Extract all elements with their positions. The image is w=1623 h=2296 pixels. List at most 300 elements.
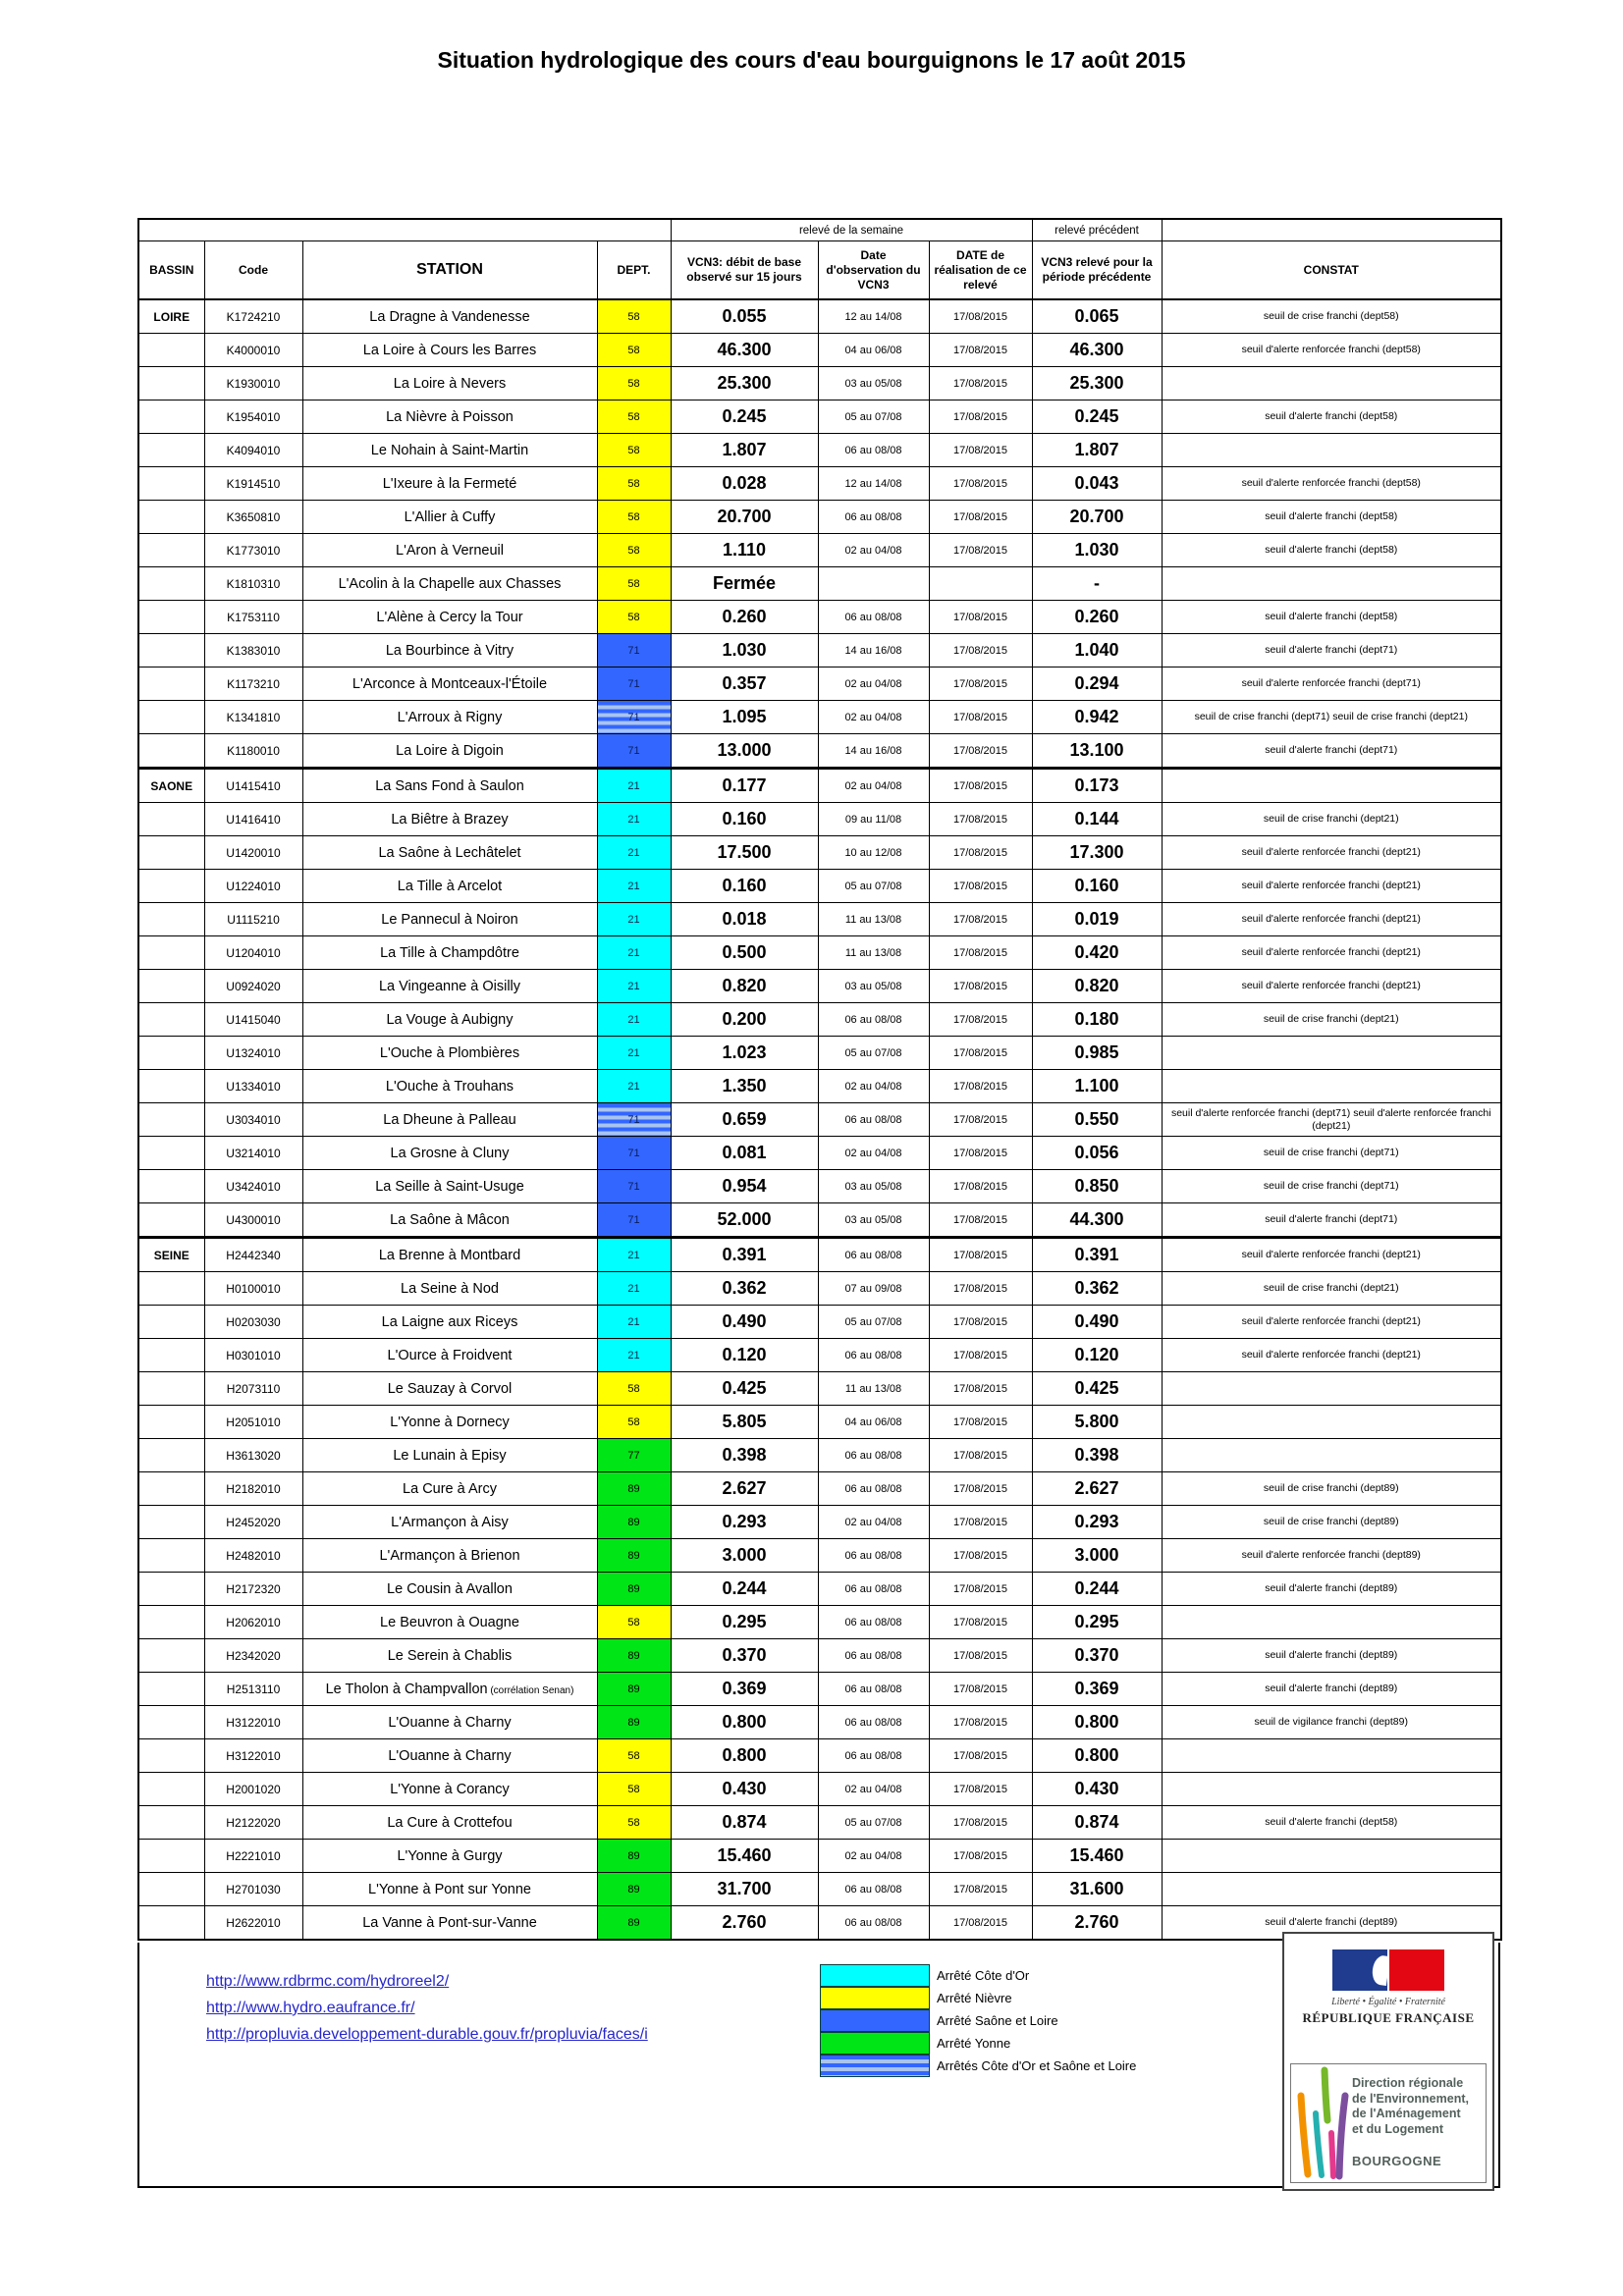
cell-code: H0100010 [204,1272,302,1306]
table-row [138,1539,1501,1573]
footer-link[interactable]: http://www.hydro.eaufrance.fr/ [206,2000,415,2016]
cell-vcn3-previous: 0.430 [1032,1773,1162,1806]
cell-vcn3: 1.350 [671,1070,818,1103]
cell-date-releve: 17/08/2015 [929,903,1032,936]
footer-link[interactable]: http://www.rdbrmc.com/hydroreel2/ [206,1973,450,1990]
cell-date-releve: 17/08/2015 [929,1339,1032,1372]
cell-date-releve: 17/08/2015 [929,367,1032,400]
cell-date-observation: 06 au 08/08 [818,1003,929,1037]
cell-bassin [138,1673,204,1706]
cell-constat: seuil d'alerte franchi (dept89) [1162,1906,1501,1941]
cell-vcn3-previous: 0.369 [1032,1673,1162,1706]
cell-vcn3: 0.028 [671,467,818,501]
cell-constat: seuil d'alerte franchi (dept89) [1162,1573,1501,1606]
cell-station: La Bourbince à Vitry [302,634,597,667]
cell-bassin: SEINE [138,1238,204,1272]
table-row [138,1306,1501,1339]
cell-code: H2442340 [204,1238,302,1272]
cell-dept: 89 [597,1706,671,1739]
cell-bassin [138,1873,204,1906]
footer-link[interactable]: http://propluvia.developpement-durable.gouv.fr/propluvia/faces/i [206,2026,648,2043]
cell-station: La Vingeanne à Oisilly [302,970,597,1003]
cell-vcn3-previous: 0.056 [1032,1137,1162,1170]
cell-dept: 58 [597,567,671,601]
cell-vcn3: 1.030 [671,634,818,667]
cell-bassin [138,1739,204,1773]
table-row [138,501,1501,534]
legend-swatch-stripes [820,2055,930,2077]
cell-date-observation: 06 au 08/08 [818,1906,929,1941]
cell-date-observation: 06 au 08/08 [818,1439,929,1472]
cell-vcn3-previous: 3.000 [1032,1539,1162,1573]
cell-date-observation: 05 au 07/08 [818,1806,929,1840]
cell-date-observation: 05 au 07/08 [818,400,929,434]
cell-station: La Saône à Mâcon [302,1203,597,1238]
cell-date-releve: 17/08/2015 [929,1739,1032,1773]
cell-vcn3: 0.954 [671,1170,818,1203]
cell-constat: seuil d'alerte renforcée franchi (dept21) [1162,870,1501,903]
cell-bassin [138,1306,204,1339]
cell-dept: 21 [597,936,671,970]
cell-vcn3-previous: 0.043 [1032,467,1162,501]
cell-constat: seuil de crise franchi (dept21) [1162,803,1501,836]
cell-dept: 21 [597,1003,671,1037]
cell-bassin [138,836,204,870]
cell-bassin: SAONE [138,769,204,803]
cell-vcn3-previous: 13.100 [1032,734,1162,769]
cell-code: K1810310 [204,567,302,601]
col-header-vcn3-previous: VCN3 relevé pour la période précédente [1032,241,1162,300]
cell-date-observation: 06 au 08/08 [818,1673,929,1706]
cell-code: H0301010 [204,1339,302,1372]
cell-bassin [138,1639,204,1673]
group-header-previous: relevé précédent [1032,219,1162,241]
legend-swatch-yellow [820,1987,930,2009]
cell-constat: seuil d'alerte renforcée franchi (dept71) seuil d'alerte renforcée franchi (dept21) [1162,1103,1501,1137]
table-row [138,1439,1501,1472]
table-row [138,1739,1501,1773]
cell-code: H2172320 [204,1573,302,1606]
cell-code: U4300010 [204,1203,302,1238]
cell-constat: seuil d'alerte renforcée franchi (dept21) [1162,970,1501,1003]
cell-code: K3650810 [204,501,302,534]
legend-label: Arrêté Yonne [937,2036,1011,2051]
cell-date-releve: 17/08/2015 [929,1539,1032,1573]
cell-dept: 21 [597,1306,671,1339]
cell-vcn3-previous: 0.019 [1032,903,1162,936]
cell-constat: seuil de vigilance franchi (dept89) [1162,1706,1501,1739]
cell-dept: 89 [597,1573,671,1606]
cell-dept: 58 [597,467,671,501]
cell-vcn3-previous: 0.245 [1032,400,1162,434]
cell-date-observation: 07 au 09/08 [818,1272,929,1306]
cell-vcn3-previous: - [1032,567,1162,601]
cell-vcn3: 0.369 [671,1673,818,1706]
table-row [138,601,1501,634]
col-header-constat: CONSTAT [1162,241,1501,300]
cell-code: K1173210 [204,667,302,701]
cell-code: U3424010 [204,1170,302,1203]
legend-label: Arrêté Côte d'Or [937,1968,1030,1983]
cell-station: La Vouge à Aubigny [302,1003,597,1037]
legend-swatch-cyan [820,1964,930,1987]
cell-date-releve: 17/08/2015 [929,1238,1032,1272]
cell-constat [1162,1773,1501,1806]
cell-dept: 89 [597,1639,671,1673]
cell-bassin [138,803,204,836]
cell-vcn3: 25.300 [671,367,818,400]
cell-vcn3: 13.000 [671,734,818,769]
cell-date-releve: 17/08/2015 [929,667,1032,701]
cell-vcn3: 0.357 [671,667,818,701]
table-row [138,1203,1501,1238]
cell-code: K1753110 [204,601,302,634]
cell-station: Le Pannecul à Noiron [302,903,597,936]
cell-date-observation: 03 au 05/08 [818,367,929,400]
cell-vcn3: 0.425 [671,1372,818,1406]
cell-station: L'Ouanne à Charny [302,1706,597,1739]
cell-bassin [138,1406,204,1439]
cell-station: L'Alène à Cercy la Tour [302,601,597,634]
dreal-text [1352,2064,1469,2182]
cell-station: La Nièvre à Poisson [302,400,597,434]
cell-date-releve: 17/08/2015 [929,634,1032,667]
republique-francaise-logo [1284,1934,1492,2057]
cell-date-releve: 17/08/2015 [929,1003,1032,1037]
cell-dept: 21 [597,769,671,803]
cell-dept: 21 [597,1339,671,1372]
cell-dept: 58 [597,299,671,334]
table-row [138,367,1501,400]
cell-constat: seuil de crise franchi (dept21) [1162,1272,1501,1306]
cell-code: H2701030 [204,1873,302,1906]
cell-station: La Grosne à Cluny [302,1137,597,1170]
cell-date-observation: 11 au 13/08 [818,936,929,970]
cell-station: L'Armançon à Brienon [302,1539,597,1573]
cell-bassin [138,534,204,567]
cell-vcn3: 0.500 [671,936,818,970]
cell-vcn3: 31.700 [671,1873,818,1906]
cell-station: L'Acolin à la Chapelle aux Chasses [302,567,597,601]
cell-vcn3-previous: 1.040 [1032,634,1162,667]
table-row [138,1137,1501,1170]
cell-dept: 71 [597,667,671,701]
cell-station: La Loire à Cours les Barres [302,334,597,367]
table-row [138,1472,1501,1506]
cell-vcn3-previous: 1.807 [1032,434,1162,467]
rf-motto: Liberté • Égalité • Fraternité [1331,1997,1445,2007]
cell-constat [1162,1406,1501,1439]
cell-date-releve: 17/08/2015 [929,1606,1032,1639]
cell-date-observation: 02 au 04/08 [818,1137,929,1170]
cell-vcn3: 0.391 [671,1238,818,1272]
cell-code: K1930010 [204,367,302,400]
cell-bassin [138,400,204,434]
cell-station: L'Ource à Froidvent [302,1339,597,1372]
table-row [138,1706,1501,1739]
cell-vcn3-previous: 1.030 [1032,534,1162,567]
cell-vcn3-previous: 0.065 [1032,299,1162,334]
table-row [138,1673,1501,1706]
cell-dept: 58 [597,601,671,634]
cell-bassin [138,1773,204,1806]
legend-label: Arrêté Saône et Loire [937,2013,1058,2028]
cell-date-observation: 12 au 14/08 [818,467,929,501]
table-body [138,299,1501,1940]
cell-vcn3: 17.500 [671,836,818,870]
cell-vcn3-previous: 44.300 [1032,1203,1162,1238]
cell-vcn3-previous: 25.300 [1032,367,1162,400]
cell-vcn3: 0.160 [671,803,818,836]
cell-vcn3: 1.023 [671,1037,818,1070]
cell-station: Le Tholon à Champvallon (corrélation Senan) [302,1673,597,1706]
cell-code: K1914510 [204,467,302,501]
legend-row [820,1987,1136,2009]
table-row [138,1573,1501,1606]
cell-bassin: LOIRE [138,299,204,334]
dreal-strokes-icon [1291,2064,1352,2182]
cell-vcn3: 2.760 [671,1906,818,1941]
cell-date-releve: 17/08/2015 [929,1372,1032,1406]
cell-constat: seuil de crise franchi (dept58) [1162,299,1501,334]
cell-station: Le Sauzay à Corvol [302,1372,597,1406]
cell-bassin [138,1170,204,1203]
cell-station: Le Lunain à Episy [302,1439,597,1472]
cell-constat: seuil d'alerte franchi (dept89) [1162,1639,1501,1673]
cell-date-observation: 14 au 16/08 [818,634,929,667]
col-header-date-observation: Date d'observation du VCN3 [818,241,929,300]
cell-code: H2051010 [204,1406,302,1439]
cell-station: L'Ouche à Plombières [302,1037,597,1070]
cell-vcn3-previous: 46.300 [1032,334,1162,367]
station-note: (corrélation Senan) [487,1684,574,1696]
cell-station: La Biêtre à Brazey [302,803,597,836]
cell-date-releve: 17/08/2015 [929,1673,1032,1706]
cell-code: K1773010 [204,534,302,567]
column-header-row [138,241,1501,300]
cell-code: H2482010 [204,1539,302,1573]
cell-vcn3-previous: 0.362 [1032,1272,1162,1306]
cell-vcn3: 0.490 [671,1306,818,1339]
cell-bassin [138,970,204,1003]
table-row [138,1238,1501,1272]
cell-date-observation: 06 au 08/08 [818,1472,929,1506]
cell-dept: 77 [597,1439,671,1472]
cell-vcn3-previous: 17.300 [1032,836,1162,870]
cell-date-releve: 17/08/2015 [929,701,1032,734]
cell-constat: seuil d'alerte franchi (dept89) [1162,1673,1501,1706]
cell-bassin [138,1472,204,1506]
table-row [138,701,1501,734]
cell-station: La Laigne aux Riceys [302,1306,597,1339]
cell-vcn3: 0.874 [671,1806,818,1840]
cell-vcn3: 5.805 [671,1406,818,1439]
cell-date-releve: 17/08/2015 [929,1070,1032,1103]
cell-date-releve: 17/08/2015 [929,434,1032,467]
cell-station: La Dragne à Vandenesse [302,299,597,334]
cell-date-releve: 17/08/2015 [929,467,1032,501]
dreal-line: de l'Environnement, [1352,2091,1469,2106]
cell-date-observation: 03 au 05/08 [818,970,929,1003]
table-row [138,567,1501,601]
cell-dept: 58 [597,1806,671,1840]
cell-code: K1954010 [204,400,302,434]
cell-code: H3122010 [204,1739,302,1773]
table-row [138,299,1501,334]
legend-swatch-blue [820,2009,930,2032]
legend-row [820,2055,1136,2077]
table-row [138,634,1501,667]
cell-vcn3: 0.295 [671,1606,818,1639]
cell-code: H2221010 [204,1840,302,1873]
cell-vcn3-previous: 0.293 [1032,1506,1162,1539]
cell-date-releve: 17/08/2015 [929,1439,1032,1472]
cell-vcn3-previous: 0.850 [1032,1170,1162,1203]
cell-station: L'Ouanne à Charny [302,1739,597,1773]
cell-constat [1162,1439,1501,1472]
cell-vcn3-previous: 0.800 [1032,1706,1162,1739]
cell-code: H2452020 [204,1506,302,1539]
cell-station: La Loire à Digoin [302,734,597,769]
cell-constat: seuil d'alerte renforcée franchi (dept21) [1162,903,1501,936]
cell-bassin [138,1037,204,1070]
cell-station: Le Beuvron à Ouagne [302,1606,597,1639]
cell-bassin [138,1372,204,1406]
table-row [138,1272,1501,1306]
cell-code: U3214010 [204,1137,302,1170]
cell-dept: 58 [597,501,671,534]
dreal-logo [1290,2063,1487,2183]
cell-vcn3: 0.244 [671,1573,818,1606]
table-row [138,334,1501,367]
cell-code: H2513110 [204,1673,302,1706]
cell-vcn3-previous: 0.160 [1032,870,1162,903]
cell-vcn3: 0.055 [671,299,818,334]
cell-date-observation: 06 au 08/08 [818,501,929,534]
cell-dept: 58 [597,367,671,400]
cell-constat: seuil de crise franchi (dept89) [1162,1506,1501,1539]
cell-constat: seuil d'alerte franchi (dept58) [1162,601,1501,634]
cell-date-releve: 17/08/2015 [929,1840,1032,1873]
cell-dept: 71 [597,634,671,667]
group-header-blank-left [138,219,671,241]
col-header-vcn3: VCN3: débit de base observé sur 15 jours [671,241,818,300]
cell-code: H2073110 [204,1372,302,1406]
dreal-line: Direction régionale [1352,2076,1464,2090]
cell-station: La Seine à Nod [302,1272,597,1306]
cell-code: K1180010 [204,734,302,769]
cell-date-releve: 17/08/2015 [929,1506,1032,1539]
cell-code: U1415040 [204,1003,302,1037]
table-row [138,903,1501,936]
col-header-bassin: BASSIN [138,241,204,300]
cell-vcn3-previous: 0.942 [1032,701,1162,734]
page-title: Situation hydrologique des cours d'eau bourguignons le 17 août 2015 [437,47,1186,73]
table-row [138,534,1501,567]
hydrology-table-wrap [137,218,1502,1941]
cell-vcn3: 2.627 [671,1472,818,1506]
cell-vcn3: 0.120 [671,1339,818,1372]
cell-constat: seuil d'alerte renforcée franchi (dept58) [1162,334,1501,367]
cell-station: L'Yonne à Corancy [302,1773,597,1806]
table-row [138,936,1501,970]
cell-date-releve: 17/08/2015 [929,1103,1032,1137]
cell-bassin [138,1906,204,1941]
cell-vcn3: 1.110 [671,534,818,567]
cell-date-observation: 06 au 08/08 [818,1873,929,1906]
cell-date-releve: 17/08/2015 [929,1639,1032,1673]
cell-vcn3: 0.659 [671,1103,818,1137]
cell-bassin [138,1203,204,1238]
cell-date-releve: 17/08/2015 [929,1406,1032,1439]
cell-vcn3-previous: 15.460 [1032,1840,1162,1873]
cell-bassin [138,701,204,734]
cell-bassin [138,634,204,667]
cell-station: L'Arroux à Rigny [302,701,597,734]
cell-station: L'Arconce à Montceaux-l'Étoile [302,667,597,701]
cell-date-releve: 17/08/2015 [929,836,1032,870]
cell-code: K4000010 [204,334,302,367]
cell-constat: seuil d'alerte franchi (dept58) [1162,1806,1501,1840]
cell-constat: seuil d'alerte renforcée franchi (dept58) [1162,467,1501,501]
cell-station: L'Yonne à Dornecy [302,1406,597,1439]
cell-dept: 89 [597,1873,671,1906]
cell-vcn3-previous: 2.627 [1032,1472,1162,1506]
cell-date-releve: 17/08/2015 [929,534,1032,567]
cell-bassin [138,1840,204,1873]
table-row [138,970,1501,1003]
cell-date-observation: 03 au 05/08 [818,1170,929,1203]
cell-vcn3: 15.460 [671,1840,818,1873]
cell-bassin [138,1137,204,1170]
cell-constat: seuil d'alerte franchi (dept71) [1162,634,1501,667]
cell-code: H3122010 [204,1706,302,1739]
cell-constat: seuil d'alerte franchi (dept58) [1162,534,1501,567]
cell-station: La Vanne à Pont-sur-Vanne [302,1906,597,1941]
cell-date-observation: 02 au 04/08 [818,667,929,701]
cell-station: L'Yonne à Pont sur Yonne [302,1873,597,1906]
legend-label: Arrêtés Côte d'Or et Saône et Loire [937,2058,1137,2073]
cell-date-releve: 17/08/2015 [929,1906,1032,1941]
footer-links [206,1968,648,2048]
cell-code: H2342020 [204,1639,302,1673]
cell-dept: 21 [597,803,671,836]
cell-code: H2001020 [204,1773,302,1806]
cell-dept: 21 [597,970,671,1003]
col-header-date-releve: DATE de réalisation de ce relevé [929,241,1032,300]
cell-code: U1420010 [204,836,302,870]
cell-bassin [138,467,204,501]
cell-date-observation: 02 au 04/08 [818,1773,929,1806]
legend-row [820,2009,1136,2032]
cell-bassin [138,1806,204,1840]
cell-bassin [138,1070,204,1103]
cell-date-releve: 17/08/2015 [929,1170,1032,1203]
cell-code: H0203030 [204,1306,302,1339]
cell-constat [1162,1840,1501,1873]
cell-date-observation: 06 au 08/08 [818,1573,929,1606]
cell-bassin [138,903,204,936]
cell-bassin [138,367,204,400]
cell-station: L'Ouche à Trouhans [302,1070,597,1103]
cell-station: Le Serein à Chablis [302,1639,597,1673]
cell-date-releve: 17/08/2015 [929,400,1032,434]
dreal-region: BOURGOGNE [1352,2153,1442,2168]
cell-bassin [138,734,204,769]
rf-name: RÉPUBLIQUE FRANÇAISE [1302,2010,1475,2025]
cell-date-releve: 17/08/2015 [929,601,1032,634]
cell-vcn3-previous: 0.985 [1032,1037,1162,1070]
